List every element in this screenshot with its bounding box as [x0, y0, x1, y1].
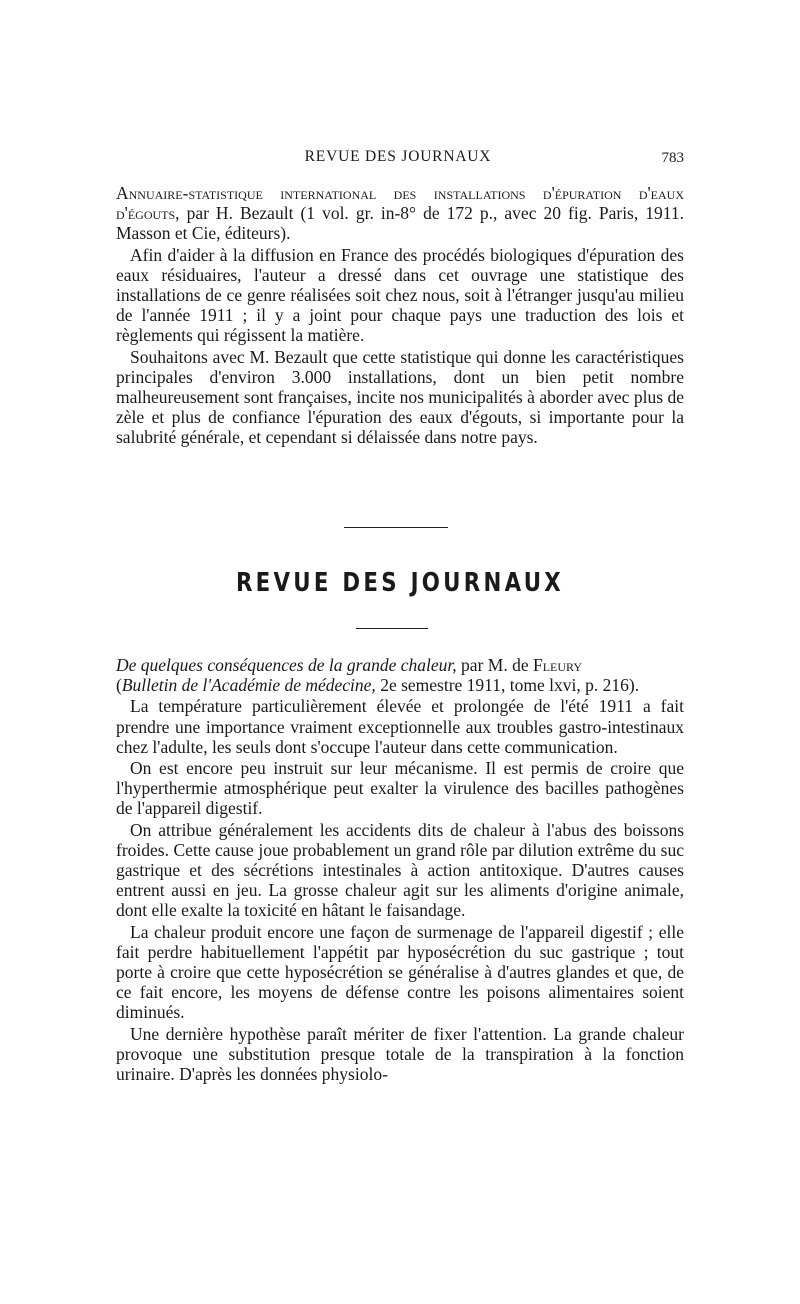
article-title: De quelques conséquences de la grande chaleur,: [116, 655, 457, 675]
article-heading: [116, 655, 684, 695]
review-paragraph: Afin d'aider à la diffusion en France des procédés biologiques d'épuration des eaux résiduaires, l'auteur a dressé dans cet ouvrage une statistique des installations de ce genre réalisées soit chez nous, soit à l'étranger jusqu'au milieu de l'année 1911 ; il y a joint pour chaque pays une traduction des lois et règlements qui régissent la matière.: [116, 244, 684, 346]
article-source-open: (: [116, 675, 122, 696]
article-paragraph: On attribue généralement les accidents dits de chaleur à l'abus des boissons froides. Cette cause joue probablement un grand rôle par dilution extrême du suc gastrique et des sécrétions intestinales à action antitoxique. D'autres causes entrent aussi en jeu. La grosse chaleur agit sur les aliments d'origine animale, dont elle exalte la toxicité en hâtant le faisandage.: [116, 819, 684, 921]
review-paragraph: Souhaitons avec M. Bezault que cette statistique qui donne les caractéristiques principales d'environ 3.000 installations, dont un bien petit nombre malheureusement sont françaises, incite nos municipalités à aborder avec plus de zèle et plus de confiance l'épuration des eaux d'égouts, si importante pour la salubrité générale, et cependant si délaissée dans notre pays.: [116, 346, 684, 448]
review-title: Annuaire-statistique international des installations d'épuration d'eaux d'égouts,: [116, 183, 684, 224]
article-author-prefix: par M. de: [461, 655, 529, 675]
journal-article: [116, 655, 684, 1085]
running-title: REVUE DES JOURNAUX: [304, 148, 492, 165]
article-paragraph: La température particulièrement élevée et prolongée de l'été 1911 a fait prendre une importance vraiment exceptionnelle aux troubles gastro-intestinaux chez l'adulte, les seuls dont s'occupe l'auteur dans cette communication.: [116, 696, 684, 757]
review-heading: [116, 183, 684, 244]
article-paragraph: Une dernière hypothèse paraît mériter de fixer l'attention. La grande chaleur provoque une substitution presque totale de la transpiration à la fonction urinaire. D'après les données physiolo-: [116, 1023, 684, 1085]
article-source: Bulletin de l'Académie de médecine,: [121, 675, 376, 696]
section-title: REVUE DES JOURNAUX: [235, 568, 565, 598]
separator-rule: [344, 527, 448, 528]
article-paragraph: On est encore peu instruit sur leur mécanisme. Il est permis de croire que l'hyperthermie atmosphérique peut exalter la virulence des bacilles pathogènes de l'appareil digestif.: [116, 758, 684, 819]
article-paragraph: La chaleur produit encore une façon de surmenage de l'appareil digestif ; elle fait perdre habituellement l'appétit par hyposécrétion du suc gastrique ; tout porte à croire que cette hyposécrétion se généralise à d'autres glandes et que, de ce fait encore, les moyens de défense contre les poisons alimentaires soient diminués.: [116, 921, 684, 1023]
article-author: Fleury: [532, 655, 583, 675]
section-rule: [356, 628, 428, 629]
article-source-details: 2e semestre 1911, tome lxvi, p. 216).: [380, 675, 640, 696]
page-header: [112, 148, 684, 172]
review-citation: par H. Bezault (1 vol. gr. in-8° de 172 p., avec 20 fig. Paris, 1911. Masson et Cie, éditeurs).: [116, 203, 685, 244]
book-review: [116, 183, 684, 449]
page-number: 783: [661, 150, 684, 166]
